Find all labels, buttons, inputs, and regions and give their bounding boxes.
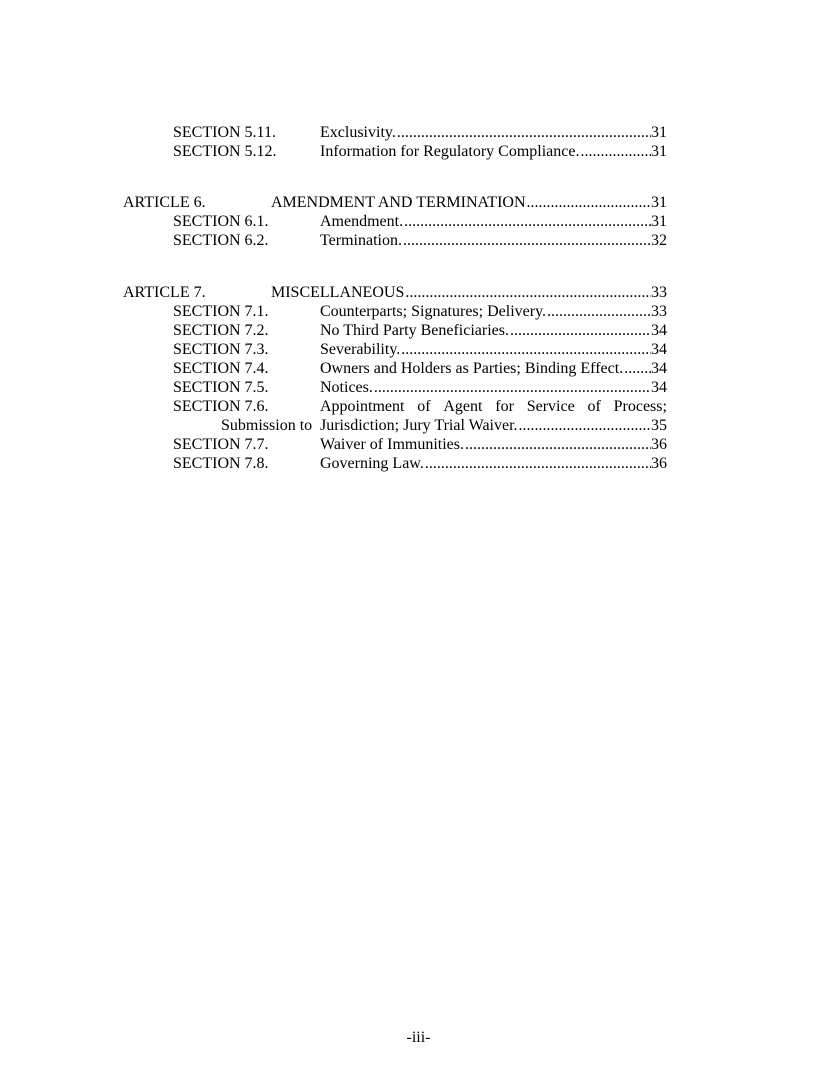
entry-title: Governing Law. [320, 455, 424, 472]
toc-entry-section-5-12[interactable] [0, 142, 837, 161]
toc-entry-section-7-3[interactable] [0, 340, 837, 359]
page-number: 31 [651, 124, 667, 141]
page-number: 33 [651, 303, 667, 320]
page-number: 36 [651, 436, 667, 453]
page-number: 34 [651, 322, 667, 339]
entry-title: Exclusivity. [320, 124, 396, 141]
toc-entry-section-7-8[interactable] [0, 454, 837, 473]
toc-entry-article-7[interactable] [0, 283, 837, 302]
toc-entry-section-7-4[interactable] [0, 359, 837, 378]
section-label: SECTION 6.2. [173, 232, 269, 249]
page-number: 32 [651, 232, 667, 249]
dot-leader [518, 416, 651, 435]
section-label: SECTION 5.12. [173, 143, 277, 160]
entry-title: Notices. [320, 379, 373, 396]
section-label: SECTION 7.4. [173, 360, 269, 377]
title-word: for [495, 398, 514, 415]
section-label: SECTION 7.5. [173, 379, 269, 396]
toc-entry-section-6-2[interactable] [0, 231, 837, 250]
title-word: Process; [613, 398, 667, 415]
title-word: of [587, 398, 601, 415]
article-label: ARTICLE 7. [123, 284, 206, 301]
toc-entry-section-7-1[interactable] [0, 302, 837, 321]
toc-entry-section-6-1[interactable] [0, 212, 837, 231]
entry-title: Owners and Holders as Parties; Binding Effect. [320, 360, 624, 377]
entry-title: Waiver of Immunities. [320, 436, 465, 453]
entry-title-line-2: Jurisdiction; Jury Trial Waiver. [320, 417, 518, 434]
page-number: 35 [651, 417, 667, 434]
dot-leader [424, 454, 651, 473]
dot-leader [403, 212, 651, 231]
page-number: 34 [651, 379, 667, 396]
dot-leader [400, 340, 651, 359]
dot-leader [373, 378, 651, 397]
toc-entry-article-6[interactable] [0, 193, 837, 212]
title-word: Appointment [320, 398, 405, 415]
entry-title: MISCELLANEOUS [271, 284, 405, 301]
page-number: 31 [651, 194, 667, 211]
entry-title-line-1 [320, 397, 667, 416]
page-number: 34 [651, 341, 667, 358]
toc-entry-section-7-7[interactable] [0, 435, 837, 454]
title-word: Service [526, 398, 575, 415]
page-number: 31 [651, 143, 667, 160]
entry-title: Amendment. [320, 213, 404, 230]
dot-leader [402, 231, 651, 250]
dot-leader [396, 123, 651, 142]
dot-leader [579, 142, 651, 161]
toc-entry-section-7-6-continued[interactable] [0, 416, 837, 435]
section-label: SECTION 7.2. [173, 322, 269, 339]
entry-title-prefix: Submission to [221, 417, 313, 434]
title-word: Agent [443, 398, 483, 415]
dot-leader [526, 193, 651, 212]
page-number: 31 [651, 213, 667, 230]
section-label: SECTION 7.3. [173, 341, 269, 358]
toc-entry-section-7-2[interactable] [0, 321, 837, 340]
dot-leader [404, 283, 651, 302]
entry-title: Termination. [320, 232, 402, 249]
section-label: SECTION 6.1. [173, 213, 269, 230]
footer-page-number: -iii- [406, 1029, 431, 1046]
article-label: ARTICLE 6. [123, 194, 206, 211]
toc-entry-section-7-5[interactable] [0, 378, 837, 397]
dot-leader [464, 435, 651, 454]
section-label: SECTION 7.7. [173, 436, 269, 453]
entry-title: Information for Regulatory Compliance. [320, 143, 580, 160]
section-label: SECTION 7.8. [173, 455, 269, 472]
entry-title: Severability. [320, 341, 401, 358]
dot-leader [509, 321, 651, 340]
entry-title: Counterparts; Signatures; Delivery. [320, 303, 547, 320]
section-label: SECTION 7.6. [173, 398, 269, 415]
dot-leader [546, 302, 651, 321]
title-word: of [417, 398, 431, 415]
page-number: 36 [651, 455, 667, 472]
toc-entry-section-5-11[interactable] [0, 123, 837, 142]
toc-entry-section-7-6[interactable] [0, 397, 837, 416]
dot-leader [623, 359, 651, 378]
page-number: 34 [651, 360, 667, 377]
section-label: SECTION 5.11. [173, 124, 276, 141]
section-label: SECTION 7.1. [173, 303, 269, 320]
entry-title: No Third Party Beneficiaries. [320, 322, 509, 339]
page-number: 33 [651, 284, 667, 301]
entry-title: AMENDMENT AND TERMINATION [271, 194, 526, 211]
